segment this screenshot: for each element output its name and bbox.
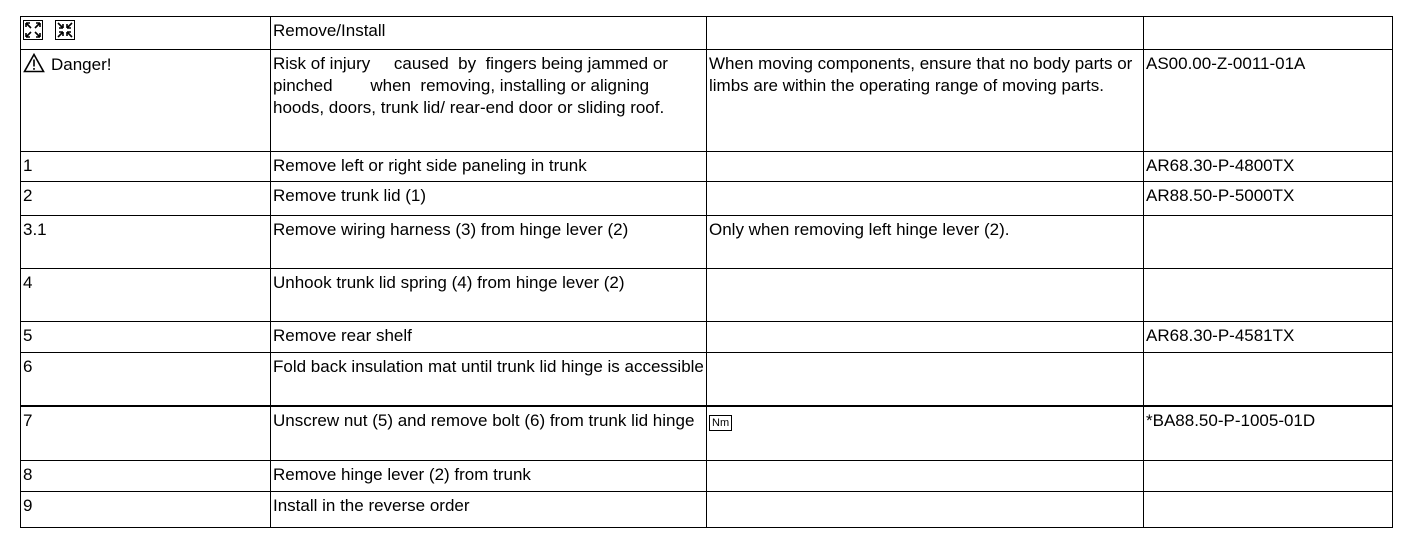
step-number: 3.1 xyxy=(21,216,271,269)
step-ref: *BA88.50-P-1005-01D xyxy=(1144,406,1393,461)
step-number: 8 xyxy=(21,461,271,492)
step-ref xyxy=(1144,353,1393,407)
table-row xyxy=(21,322,1393,353)
danger-ref: AS00.00-Z-0011-01A xyxy=(1144,50,1393,152)
table-row xyxy=(21,269,1393,322)
danger-label: Danger! xyxy=(51,55,112,74)
warning-triangle-icon xyxy=(23,53,45,79)
procedure-table xyxy=(20,16,1393,528)
step-number: 1 xyxy=(21,152,271,182)
step-number: 4 xyxy=(21,269,271,322)
header-icons-cell xyxy=(21,17,271,50)
step-note-cell xyxy=(707,406,1144,461)
danger-label-cell xyxy=(21,50,271,152)
table-row xyxy=(21,406,1393,461)
step-number: 6 xyxy=(21,353,271,407)
step-ref xyxy=(1144,492,1393,528)
step-text: Remove wiring harness (3) from hinge lever (2) xyxy=(271,216,707,269)
step-number: 7 xyxy=(21,406,271,461)
step-note xyxy=(707,492,1144,528)
step-number: 9 xyxy=(21,492,271,528)
step-note xyxy=(707,461,1144,492)
header-row xyxy=(21,17,1393,50)
step-text: Remove rear shelf xyxy=(271,322,707,353)
step-note xyxy=(707,269,1144,322)
step-note xyxy=(707,152,1144,182)
step-text: Unhook trunk lid spring (4) from hinge lever (2) xyxy=(271,269,707,322)
table-row xyxy=(21,461,1393,492)
step-number: 2 xyxy=(21,182,271,216)
collapse-arrows-icon[interactable] xyxy=(55,20,75,40)
step-ref xyxy=(1144,461,1393,492)
step-note xyxy=(707,353,1144,407)
step-text: Remove left or right side paneling in trunk xyxy=(271,152,707,182)
step-ref: AR68.30-P-4800TX xyxy=(1144,152,1393,182)
step-note xyxy=(707,182,1144,216)
torque-nm-icon[interactable]: Nm xyxy=(709,415,732,431)
danger-row xyxy=(21,50,1393,152)
step-text: Remove hinge lever (2) from trunk xyxy=(271,461,707,492)
step-ref xyxy=(1144,216,1393,269)
step-note xyxy=(707,322,1144,353)
step-number: 5 xyxy=(21,322,271,353)
header-title: Remove/Install xyxy=(271,17,707,50)
table-row xyxy=(21,182,1393,216)
step-text: Fold back insulation mat until trunk lid hinge is accessible xyxy=(271,353,707,407)
step-text: Install in the reverse order xyxy=(271,492,707,528)
danger-risk: Risk of injury caused by fingers being jammed or pinched when removing, installing or aligning hoods, doors, trunk lid/ rear-end door or sliding roof. xyxy=(271,50,707,152)
step-text: Remove trunk lid (1) xyxy=(271,182,707,216)
step-ref: AR88.50-P-5000TX xyxy=(1144,182,1393,216)
table-row xyxy=(21,152,1393,182)
table-row xyxy=(21,492,1393,528)
table-row xyxy=(21,216,1393,269)
header-empty-cell xyxy=(707,17,1144,50)
step-text: Unscrew nut (5) and remove bolt (6) from trunk lid hinge xyxy=(271,406,707,461)
step-note: Only when removing left hinge lever (2). xyxy=(707,216,1144,269)
step-ref xyxy=(1144,269,1393,322)
danger-measure: When moving components, ensure that no body parts or limbs are within the operating range of moving parts. xyxy=(707,50,1144,152)
table-row xyxy=(21,353,1393,407)
step-ref: AR68.30-P-4581TX xyxy=(1144,322,1393,353)
expand-arrows-icon[interactable] xyxy=(23,20,43,40)
header-empty-cell xyxy=(1144,17,1393,50)
